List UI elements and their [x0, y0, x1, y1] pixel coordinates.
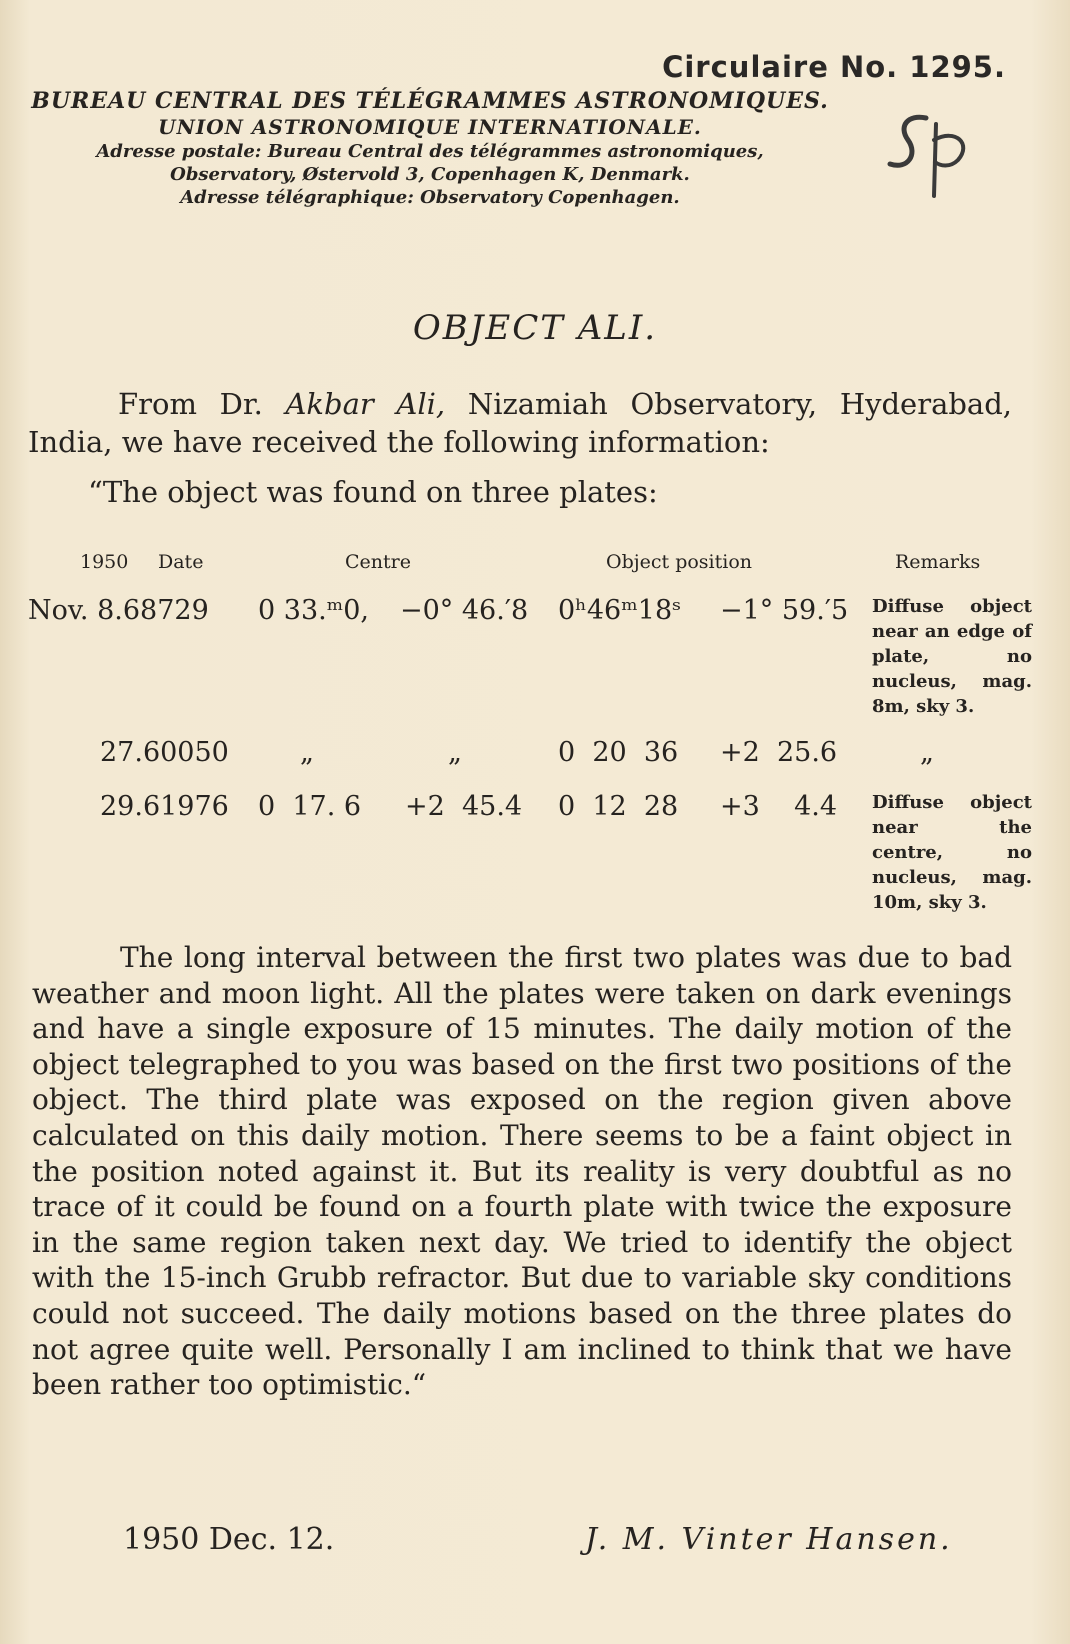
row-3-centre-ra: 0 17. 6	[258, 791, 362, 822]
row-1-centre-dec: −0° 46.′8	[400, 595, 529, 626]
row-2-object-ra: 0 20 36	[558, 737, 679, 768]
intro-paragraph	[28, 385, 1012, 461]
header-object-position: Object position	[606, 551, 753, 573]
author-name: Akbar Ali,	[285, 387, 446, 421]
signature: J. M. Vinter Hansen.	[585, 1522, 953, 1557]
header-centre: Centre	[345, 551, 411, 573]
row-2-date: 27.60050	[100, 737, 229, 768]
header-year: 1950	[80, 551, 129, 573]
row-3-date: 29.61976	[100, 791, 229, 822]
postal-address-line-2: Observatory, Østervold 3, Copenhagen K, Denmark.	[170, 164, 690, 185]
row-3-remarks: Diffuse object near the centre, no nucleus, mag. 10m, sky 3.	[872, 792, 1032, 913]
row-2-centre-ra: „	[300, 737, 314, 768]
telegraphic-address: Adresse télégraphique: Observatory Copenhagen.	[180, 187, 680, 208]
document-title: OBJECT ALI.	[412, 308, 658, 348]
intro-pre: From Dr.	[118, 387, 263, 421]
row-3-centre-dec: +2 45.4	[405, 791, 523, 822]
row-3-object-dec: +3 4.4	[720, 791, 838, 822]
row-1-centre-ra: 0 33.ᵐ0,	[258, 595, 370, 626]
row-1-remarks: Diffuse object near an edge of plate, no nucleus, mag. 8m, sky 3.	[872, 596, 1032, 717]
body-paragraph: The long interval between the first two plates was due to bad weather and moon light. All the plates were taken on dark evenings and have a single exposure of 15 minutes. The daily motion of the object telegraphed to you was based on the first two positions of the object. The third plate was exposed on the region given above calculated on this daily motion. There seems to be a faint object in the position noted against it. But its reality is very doubtful as no trace of it could be found on a fourth plate with twice the exposure in the same region taken next day. We tried to identify the object with the 15-inch Grubb refractor. But due to variable sky conditions could not succeed. The daily motions based on the three plates do not agree quite well. Personally I am inclined to think that we have been rather too optimistic.“	[32, 941, 1012, 1402]
row-1-date: Nov. 8.68729	[28, 595, 209, 626]
intro-post: Nizamiah Observatory, Hyderabad, India, we have received the following information:	[28, 387, 1013, 459]
union-name: UNION ASTRONOMIQUE INTERNATIONALE.	[158, 115, 702, 139]
row-2-remarks: „	[920, 737, 934, 768]
row-2-object-dec: +2 25.6	[720, 737, 838, 768]
row-3-object-ra: 0 12 28	[558, 791, 679, 822]
header-remarks: Remarks	[895, 551, 981, 573]
row-1-object-dec: −1° 59.′5	[720, 595, 849, 626]
row-2-centre-dec: „	[448, 737, 462, 768]
bureau-name: BUREAU CENTRAL DES TÉLÉGRAMMES ASTRONOMIQUES.	[31, 88, 829, 114]
row-1-object-ra: 0ʰ46ᵐ18ˢ	[558, 595, 682, 626]
circular-number: Circulaire No. 1295.	[662, 50, 1006, 84]
issue-date: 1950 Dec. 12.	[123, 1522, 335, 1557]
quote-intro: “The object was found on three plates:	[88, 475, 658, 509]
handwritten-annotation	[878, 110, 978, 200]
postal-address: Adresse postale: Bureau Central des télégrammes astronomiques,	[96, 141, 764, 162]
letterhead	[20, 88, 840, 208]
header-date: Date	[158, 551, 204, 573]
